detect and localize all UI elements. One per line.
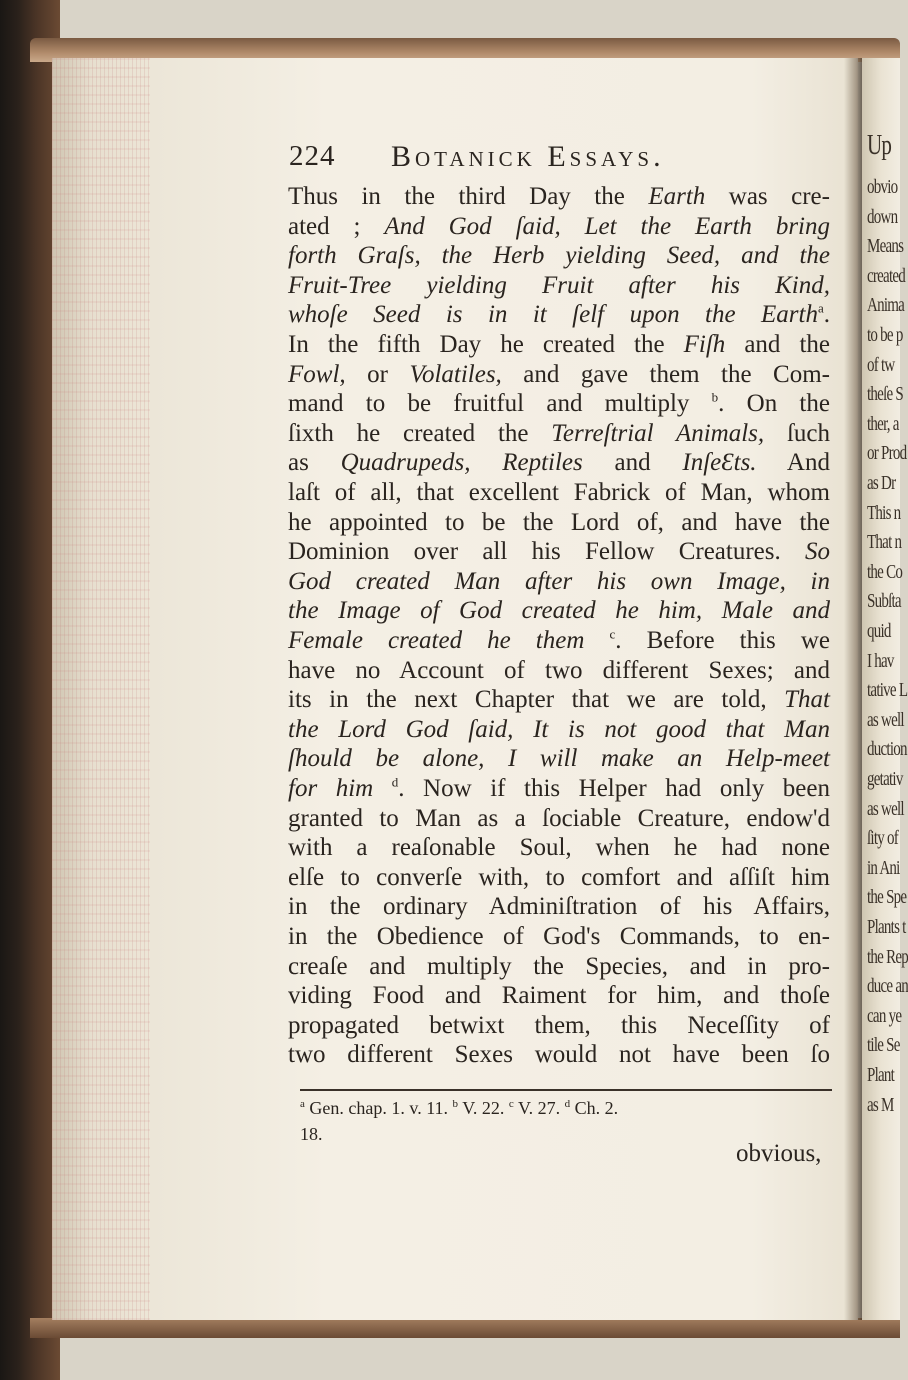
footnote-marker: a (817, 301, 824, 317)
text-line (288, 715, 830, 745)
italic-text: Volatiles, (409, 360, 502, 388)
italic-text: whoſe Seed is in it ſelf upon the Earth (288, 301, 818, 329)
text-line: whoſe Seed is in it ſelf upon the Earth$^a$. (288, 301, 830, 329)
facing-page-fragment: can ye (867, 1004, 902, 1027)
facing-page-fragment: or Prod (867, 442, 907, 465)
italic-text: Quadrupeds, Reptiles (340, 449, 583, 477)
catchword: obvious, (736, 1140, 822, 1167)
italic-text: And God ſaid, Let the Earth bring (384, 212, 830, 240)
facing-page-fragment: That n (867, 531, 902, 554)
facing-page-fragment: This n (867, 501, 901, 524)
facing-page-fragment: quid (867, 620, 891, 642)
facing-page-edge (862, 58, 908, 1320)
facing-page-fragment: down (867, 205, 898, 228)
text-line: he appointed to be the Lord of, and have the (288, 508, 830, 536)
footnote-marker: b (711, 389, 719, 405)
facing-page-fragment: created (867, 264, 906, 287)
facing-page-fragment: as Dr (867, 472, 896, 494)
facing-page-fragment: Plant (867, 1064, 895, 1086)
text-line: its in the next Chapter that we are told, That (288, 686, 830, 714)
facing-page-fragment: of tw (867, 353, 895, 376)
footnote-marker: d (391, 774, 399, 790)
text-line: Fowl, or Volatiles, and gave them the Com- (288, 360, 830, 388)
italic-text: That (784, 686, 830, 714)
facing-page-fragment: the Rep (867, 945, 908, 968)
italic-text: forth Graſs, the Herb yielding Seed, and the (288, 242, 830, 270)
italic-text: Terreſtrial Animals, (551, 419, 765, 447)
footnote-marker: d (564, 1098, 571, 1110)
text-line (288, 241, 830, 271)
text-line: in the ordinary Adminiſtration of his Affairs, (288, 893, 830, 921)
page-number: 224 (289, 140, 336, 172)
facing-page-fragment: in Ani (867, 856, 900, 879)
facing-page-fragment: as well (867, 797, 904, 820)
text-line: ſixth he created the Terreſtrial Animals, ſuch (288, 419, 830, 447)
text-line: mand to be fruitful and multiply $^b$. On the (288, 389, 830, 418)
footnote-marker: c (609, 626, 616, 642)
text-line: as Quadrupeds, Reptiles and InſeƐts. And (288, 449, 830, 477)
italic-text: So (805, 538, 830, 566)
facing-page-fragment: theſe S (867, 383, 903, 406)
footnote-marker: a (300, 1098, 305, 1110)
facing-page-fragment: Means (867, 235, 904, 258)
facing-page-fragment: ſity of (867, 827, 899, 850)
text-line: granted to Man as a ſociable Creature, endow'd (288, 804, 830, 832)
italic-text: Fiſh (683, 331, 726, 358)
facing-page-fragment: the Spe (867, 886, 907, 909)
italic-text: Earth (648, 183, 706, 210)
footnote-marker: c (508, 1098, 514, 1110)
facing-page-fragment: getativ (867, 768, 903, 790)
text-line: elſe to converſe with, to comfort and aſſiſt him (288, 863, 830, 891)
facing-page-fragment: I hav (867, 649, 894, 672)
facing-page-fragment: the Co (867, 560, 903, 583)
italic-text: Female created he them (288, 627, 585, 654)
italic-text: the Image of God created he him, Male and (288, 597, 830, 625)
text-line: In the fifth Day he created the Fiſh and the (288, 331, 830, 358)
text-line: Thus in the third Day the Earth was cre- (288, 183, 830, 210)
book-cover-bottom (30, 1318, 900, 1338)
text-line: two different Sexes would not have been ſo (288, 1041, 830, 1069)
text-line: have no Account of two different Sexes; and (288, 656, 830, 684)
facing-page-fragment: Plants t (867, 916, 906, 938)
facing-page-fragment: duce an (867, 975, 908, 998)
facing-page-fragment: as well (867, 708, 904, 731)
footnote-marker: b (452, 1098, 459, 1110)
text-line (288, 271, 830, 301)
text-line: Dominion over all his Fellow Creatures. So (288, 538, 830, 566)
facing-page-fragment: to be p (867, 324, 903, 346)
facing-page-fragment: obvio (867, 176, 898, 198)
italic-text: the Lord God ſaid, It is not good that Man (288, 715, 830, 743)
text-line: ated ; And God ſaid, Let the Earth bring (288, 212, 830, 240)
text-line: for him $^d$. Now if this Helper had only been (288, 774, 830, 802)
italic-text: God created Man after his own Image, in (288, 567, 830, 595)
facing-page-fragment: as M (867, 1093, 894, 1116)
facing-page-fragment: duction (867, 738, 907, 761)
text-line: with a reaſonable Soul, when he had none (288, 834, 830, 862)
text-line: in the Obedience of God's Commands, to en- (288, 923, 830, 950)
text-line: creaſe and multiply the Species, and in pro- (288, 952, 830, 980)
facing-page-fragment: tile Se (867, 1034, 900, 1057)
facing-page-fragment: Up (867, 130, 892, 161)
italic-text: Fowl, (288, 360, 346, 388)
text-line: laſt of all, that excellent Fabrick of Man, whom (288, 479, 830, 506)
text-line: Female created he them $^c$. Before this we (288, 626, 831, 654)
text-line: propagated betwixt them, this Neceſſity of (288, 1011, 830, 1039)
text-line (288, 744, 830, 774)
gutter-shadow (844, 58, 864, 1320)
italic-text: for him (288, 775, 374, 802)
italic-text: Fruit-Tree yielding Fruit after his Kind, (288, 271, 830, 299)
italic-text: InſeƐts. (682, 449, 757, 477)
book-cover-left (0, 0, 60, 1380)
facing-page-fragment: ther, a (867, 412, 899, 435)
page-edges (52, 58, 152, 1320)
facing-page-fragment: Anima (867, 294, 905, 317)
footnote-rule (300, 1089, 832, 1091)
italic-text: ſhould be alone, I will make an Help-meet (288, 745, 830, 773)
footnote-line: $^a$ Gen. chap. 1. v. 11. $^b$ V. 22. $^c$ V. 27. $^d$ Ch. 2. (300, 1098, 619, 1118)
facing-page-fragment: Subſta (867, 590, 901, 613)
text-line: viding Food and Raiment for him, and thoſe (288, 982, 830, 1010)
footnote-line: 18. (300, 1124, 323, 1144)
text-line (288, 567, 830, 597)
running-title: Botanick Essays. (391, 140, 665, 173)
facing-page-fragment: tative L (867, 679, 908, 702)
text-line (288, 596, 830, 626)
page-header (289, 140, 849, 180)
